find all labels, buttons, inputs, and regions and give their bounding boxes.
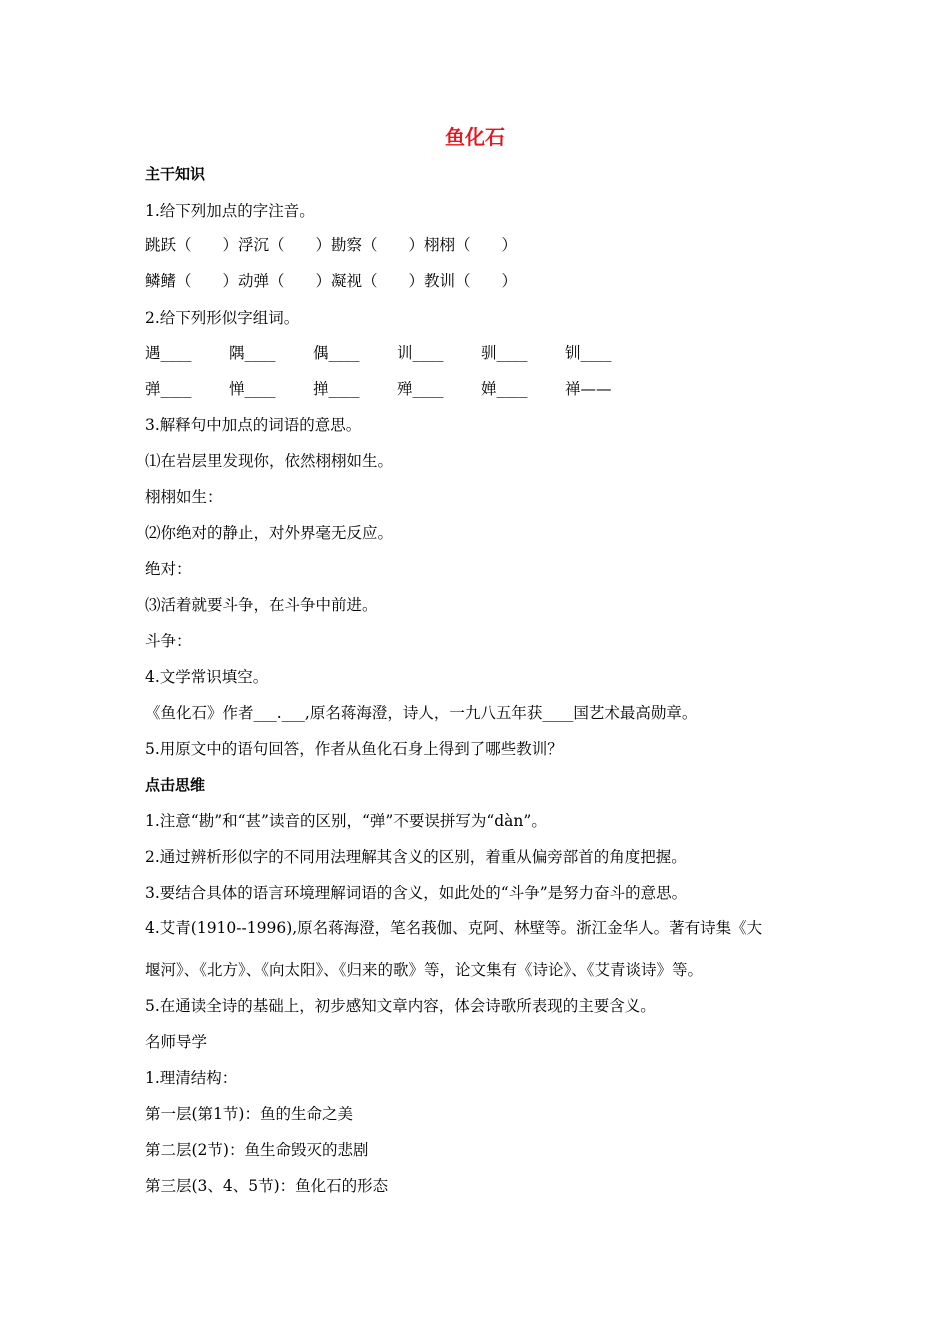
- section-heading-knowledge: 主干知识: [145, 165, 206, 183]
- word-cell: 遇____: [145, 344, 192, 362]
- structure-layer-2: 第二层(2节)：鱼生命毁灭的悲剧: [145, 1141, 369, 1159]
- word-cell: 隅____: [229, 344, 276, 362]
- question-2-row-1: [145, 343, 612, 363]
- question-3-sentence-3: ⑶活着就要斗争，在斗争中前进。: [145, 596, 378, 614]
- question-3-answer-2: 绝对：: [145, 560, 192, 578]
- word-cell: 弹____: [145, 380, 192, 398]
- thinking-point-4b: 堰河》、《北方》、《向太阳》、《归来的歌》等，论文集有《诗论》、《艾青谈诗》等。: [145, 961, 704, 979]
- question-2: 2.给下列形似字组词。: [145, 309, 300, 327]
- question-3-sentence-1: ⑴在岩层里发现你，依然栩栩如生。: [145, 452, 394, 470]
- guide-point-1: 1.理清结构：: [145, 1069, 238, 1087]
- question-5: 5.用原文中的语句回答，作者从鱼化石身上得到了哪些教训？: [145, 740, 563, 758]
- section-heading-thinking: 点击思维: [145, 776, 206, 794]
- word-cell: 婵____: [481, 380, 528, 398]
- question-3: 3.解释句中加点的词语的意思。: [145, 416, 362, 434]
- thinking-point-1: 1.注意“勘”和“甚”读音的区别，“弹”不要误拼写为“dàn”。: [145, 812, 547, 830]
- thinking-point-5: 5.在通读全诗的基础上，初步感知文章内容，体会诗歌所表现的主要含义。: [145, 997, 656, 1015]
- section-heading-guide: 名师导学: [145, 1033, 208, 1051]
- question-2-row-2: [145, 379, 612, 399]
- word-cell: 惮____: [229, 380, 276, 398]
- thinking-point-3: 3.要结合具体的语言环境理解词语的含义，如此处的“斗争”是努力奋斗的意思。: [145, 884, 688, 902]
- word-cell: 禅——: [565, 380, 612, 398]
- question-1-row-1: 跳跃（ ）浮沉（ ）勘察（ ）栩栩（ ）: [145, 236, 518, 254]
- structure-layer-1: 第一层(第1节)：鱼的生命之美: [145, 1105, 353, 1123]
- question-3-answer-3: 斗争：: [145, 632, 192, 650]
- thinking-point-2: 2.通过辨析形似字的不同用法理解其含义的区别，着重从偏旁部首的角度把握。: [145, 848, 687, 866]
- question-4: 4.文学常识填空。: [145, 668, 269, 686]
- word-cell: 钏____: [565, 344, 612, 362]
- word-cell: 掸____: [313, 380, 360, 398]
- page-title: 鱼化石: [445, 125, 505, 149]
- question-3-sentence-2: ⑵你绝对的静止，对外界毫无反应。: [145, 524, 394, 542]
- question-1-row-2: 鳞鳍（ ）动弹（ ）凝视（ ）教训（ ）: [145, 272, 518, 290]
- question-3-answer-1: 栩栩如生：: [145, 488, 223, 506]
- word-cell: 偶____: [313, 344, 360, 362]
- structure-layer-3: 第三层(3、4、5节)：鱼化石的形态: [145, 1177, 389, 1195]
- question-4-fill: 《鱼化石》作者___.___,原名蒋海澄，诗人，一九八五年获____国艺术最高勋章。: [145, 704, 698, 722]
- word-cell: 驯____: [481, 344, 528, 362]
- word-cell: 殚____: [397, 380, 444, 398]
- word-cell: 训____: [397, 344, 444, 362]
- thinking-point-4a: 4.艾青(1910--1996),原名蒋海澄，笔名莪伽、克阿、林壁等。浙江金华人。著有诗集《大: [145, 919, 763, 937]
- question-1: 1.给下列加点的字注音。: [145, 202, 315, 220]
